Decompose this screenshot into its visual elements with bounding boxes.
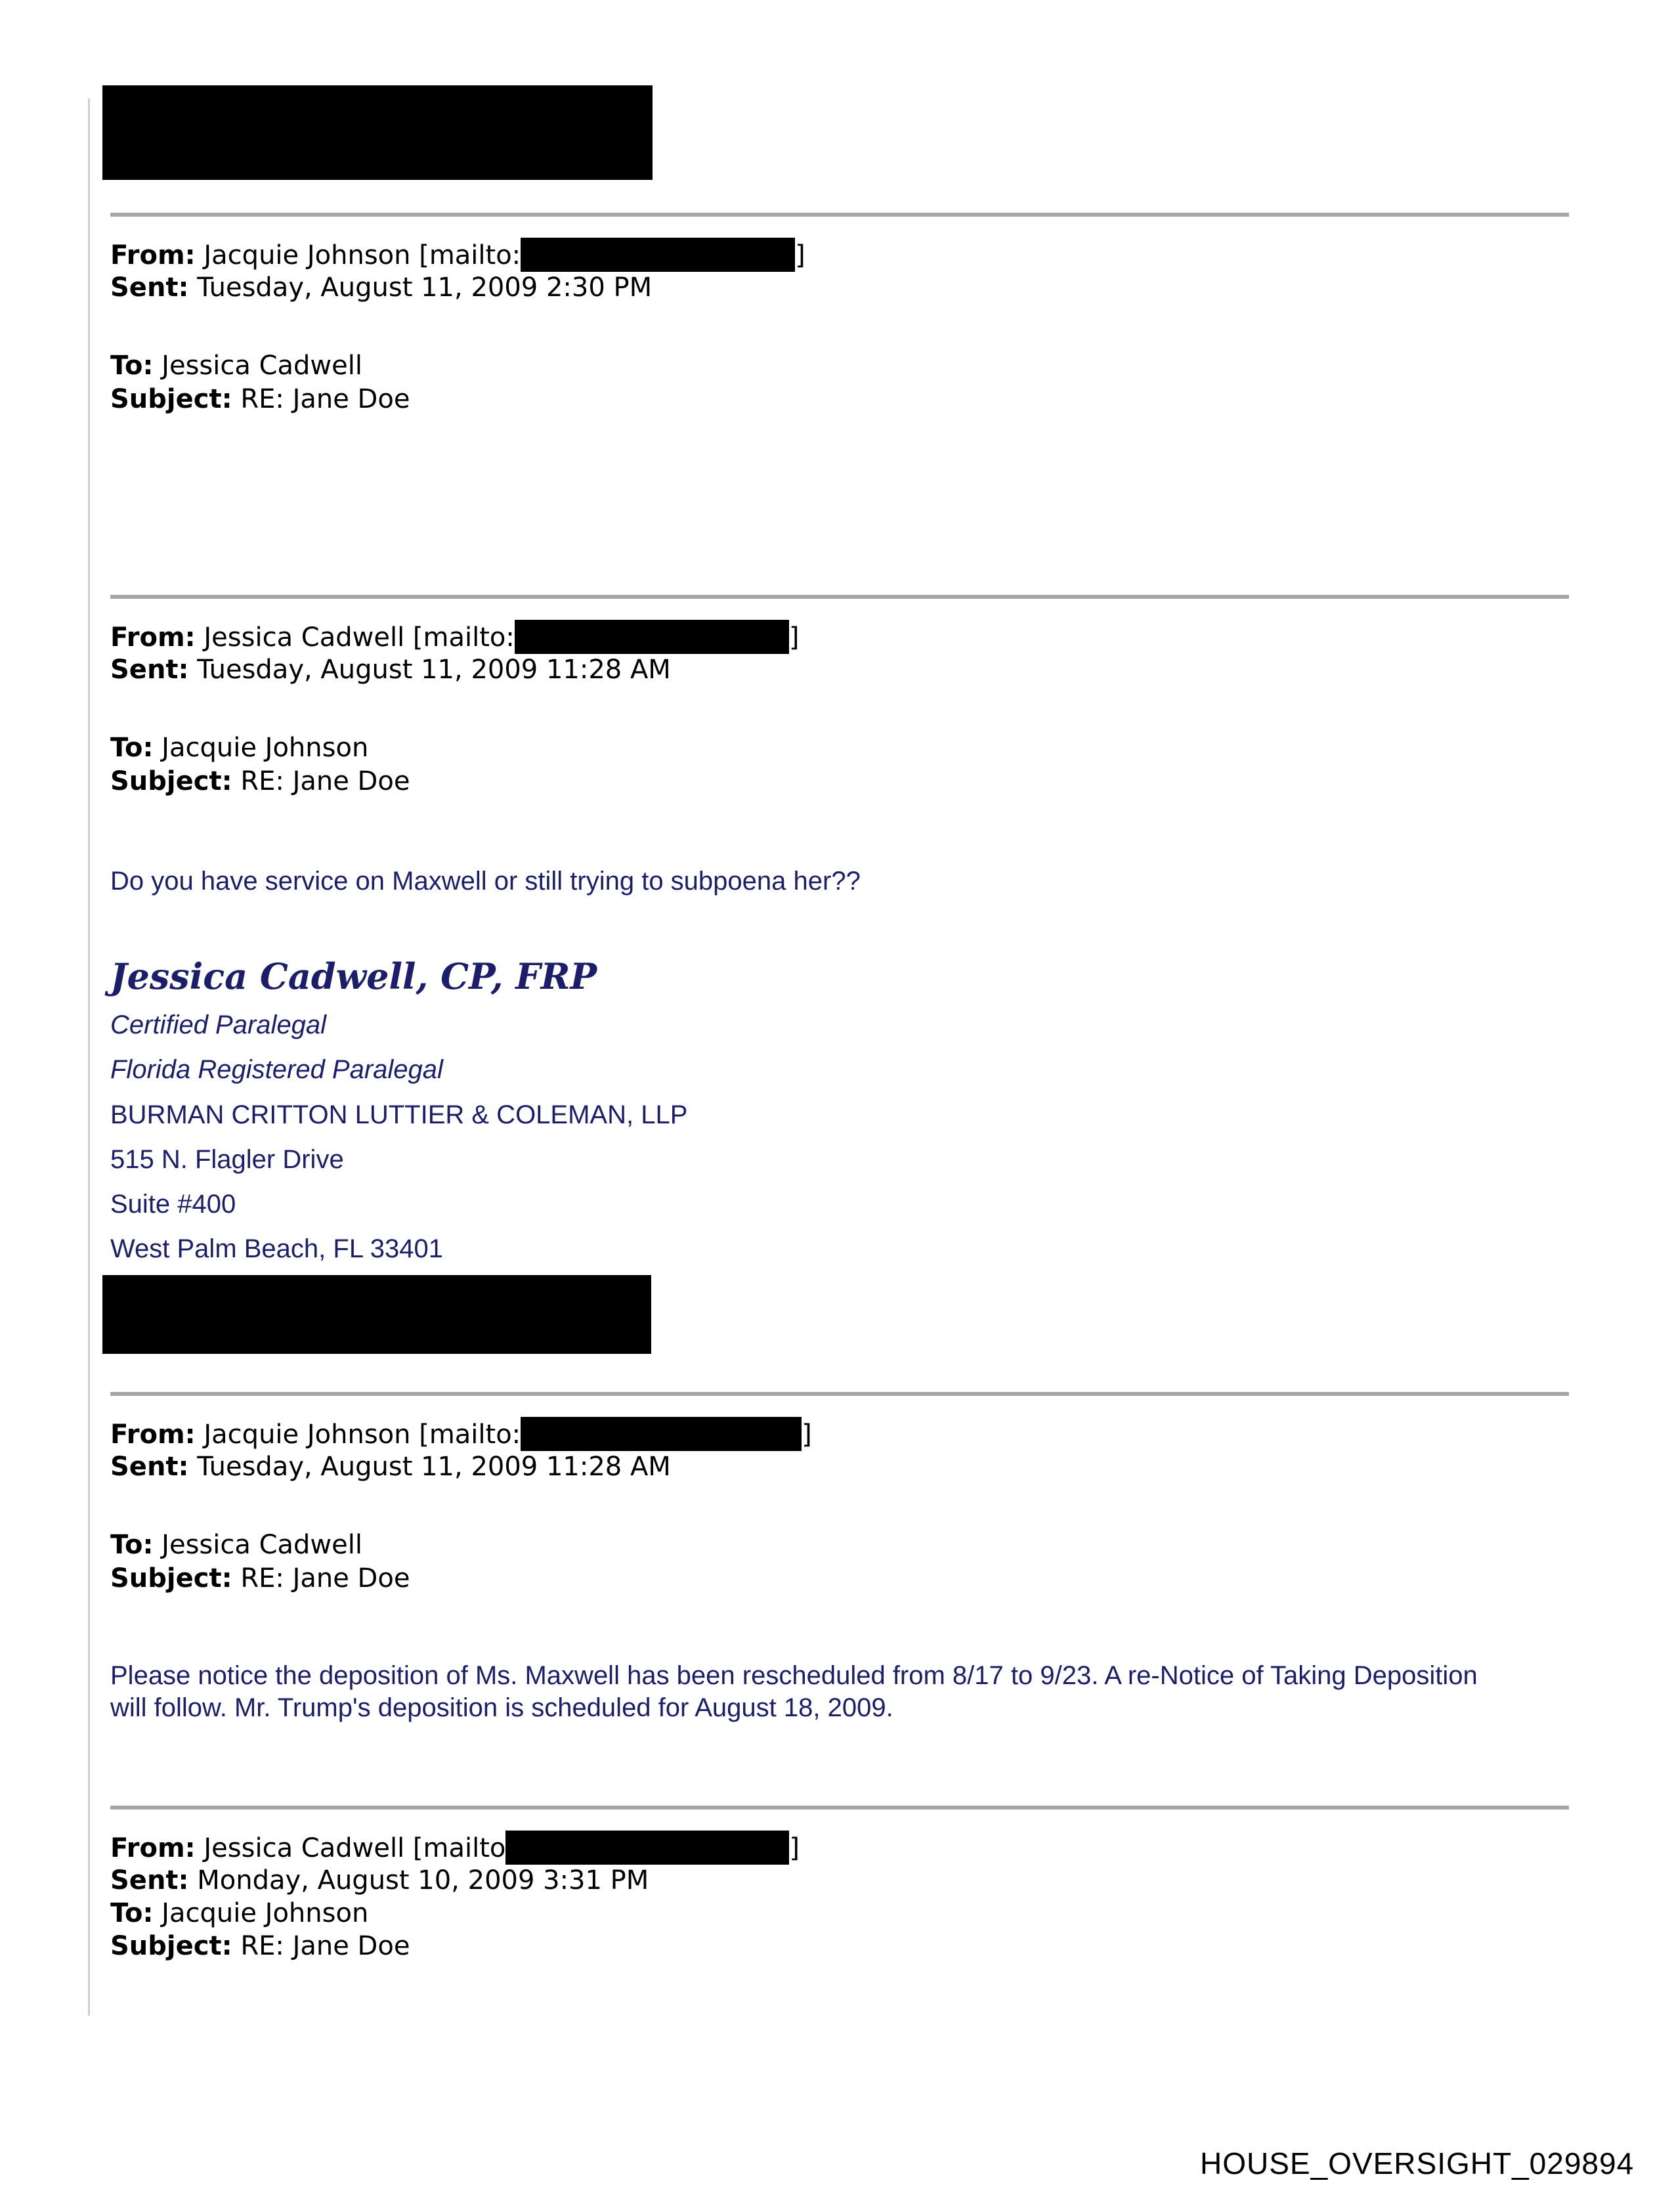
left-margin-line [88,98,90,2016]
subject-label: Subject: [110,1931,232,1961]
redaction-block [521,1417,802,1451]
email-to-line [110,1897,368,1930]
email-subject-line [110,383,410,416]
email-body: Do you have service on Maxwell or still trying to subpoena her?? [110,867,861,896]
email-body-line: will follow. Mr. Trump's deposition is scheduled for August 18, 2009. [110,1693,893,1722]
subject-label: Subject: [110,384,232,414]
sent-label: Sent: [110,1865,189,1896]
email-sent-line [110,1450,671,1484]
from-label: From: [110,1833,196,1863]
to-value: Jacquie Johnson [161,1898,369,1928]
subject-label: Subject: [110,766,232,796]
bracket: ] [802,1420,812,1450]
sent-value: Tuesday, August 11, 2009 11:28 AM [197,655,671,685]
from-value: Jessica Cadwell [mailto: [204,622,515,653]
redaction-block [102,1275,651,1354]
redaction-block [505,1831,789,1865]
sent-value: Tuesday, August 11, 2009 11:28 AM [197,1452,671,1482]
to-value: Jessica Cadwell [161,351,362,381]
email-subject-line [110,1930,410,1963]
bracket: ] [788,622,800,653]
from-value: Jacquie Johnson [mailto: [204,240,521,271]
signature-suite: Suite #400 [110,1190,236,1219]
email-subject-line [110,1562,410,1595]
sent-value: Monday, August 10, 2009 3:31 PM [197,1865,649,1896]
sent-label: Sent: [110,272,189,303]
to-label: To: [110,351,154,381]
signature-title: Certified Paralegal [110,1010,327,1039]
email-separator [110,213,1569,217]
signature-firm: BURMAN CRITTON LUTTIER & COLEMAN, LLP [110,1100,688,1129]
email-separator [110,595,1569,599]
from-label: From: [110,622,196,653]
email-sent-line [110,1864,649,1898]
subject-value: RE: Jane Doe [240,384,410,414]
to-value: Jessica Cadwell [161,1530,362,1560]
to-label: To: [110,1530,154,1560]
signature-street: 515 N. Flagler Drive [110,1145,344,1174]
subject-value: RE: Jane Doe [240,1563,410,1594]
from-value: Jessica Cadwell [mailto [204,1833,506,1863]
email-separator [110,1806,1569,1810]
sent-label: Sent: [110,655,189,685]
email-from-line [110,238,805,272]
redaction-block [102,85,653,180]
to-value: Jacquie Johnson [161,733,369,763]
signature-title: Florida Registered Paralegal [110,1055,443,1084]
sent-value: Tuesday, August 11, 2009 2:30 PM [197,272,653,303]
from-value: Jacquie Johnson [mailto: [204,1420,521,1450]
redaction-block [515,620,789,654]
email-sent-line [110,653,671,687]
email-sent-line [110,271,652,305]
bracket: ] [795,240,805,271]
email-to-line [110,731,368,765]
email-to-line [110,349,362,383]
email-from-line [110,1417,812,1452]
to-label: To: [110,1898,154,1928]
to-label: To: [110,733,154,763]
email-separator [110,1392,1569,1396]
email-from-line [110,1831,800,1865]
email-body-line: Please notice the deposition of Ms. Maxwell has been rescheduled from 8/17 to 9/23. A re-Notice of Taking Deposition [110,1661,1478,1690]
subject-value: RE: Jane Doe [240,1931,410,1961]
subject-label: Subject: [110,1563,232,1594]
bates-number: HOUSE_OVERSIGHT_029894 [1200,2146,1635,2180]
email-to-line [110,1529,362,1562]
sent-label: Sent: [110,1452,189,1482]
signature-name: Jessica Cadwell, CP, FRP [110,955,597,997]
subject-value: RE: Jane Doe [240,766,410,796]
from-label: From: [110,1420,196,1450]
email-subject-line [110,765,410,798]
from-label: From: [110,240,196,271]
email-from-line [110,620,799,655]
signature-city: West Palm Beach, FL 33401 [110,1234,443,1263]
redaction-block [521,238,795,272]
bracket: ] [789,1833,800,1863]
